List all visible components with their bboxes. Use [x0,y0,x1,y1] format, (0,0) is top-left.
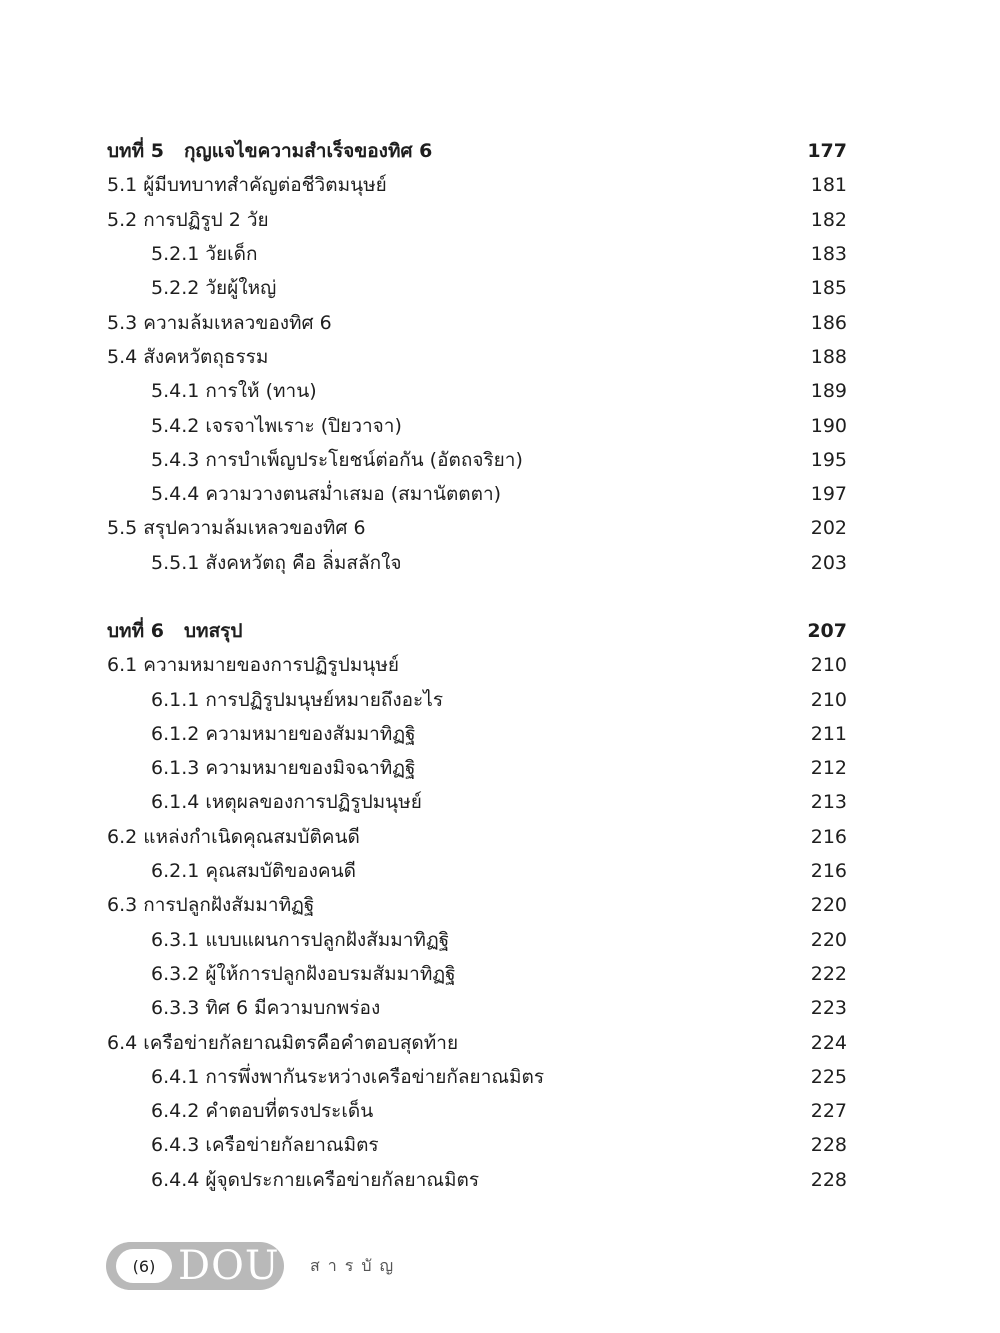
toc-entry-title: 5.3 ความล้มเหลวของทิศ 6 [107,311,332,334]
toc-entry-page: 220 [810,894,847,917]
toc-entry-page: 216 [810,825,847,848]
chapter-page: 207 [807,620,847,642]
toc-entry [107,1128,847,1162]
toc-entry-title: 6.2 แหล่งกำเนิดคุณสมบัติคนดี [107,825,360,848]
toc-entry-title: 5.4.4 ความวางตนสม่ำเสมอ (สมานัตตตา) [151,483,502,506]
toc-entry-page: 223 [810,997,847,1020]
toc-entry [107,237,847,271]
toc-entry [107,682,847,716]
toc-entry-page: 183 [810,243,847,266]
toc-entry-title: 6.3.2 ผู้ให้การปลูกฝังอบรมสัมมาทิฏฐิ [151,962,456,985]
toc-entry-page: 210 [810,688,847,711]
toc-entry [107,1025,847,1059]
toc-entry-title: 6.4.2 คำตอบที่ตรงประเด็น [151,1100,374,1123]
toc-entry-title: 5.5.1 สังคหวัตถุ คือ ลิ่มสลักใจ [151,551,402,574]
toc-entry [107,477,847,511]
toc-entry [107,374,847,408]
toc-entry-title: 6.1 ความหมายของการปฏิรูปมนุษย์ [107,654,399,677]
toc-entry-page: 181 [810,174,847,197]
toc-entry [107,888,847,922]
toc-entry-page: 212 [810,757,847,780]
toc-entry-title: 5.4.1 การให้ (ทาน) [151,380,317,403]
toc-entry-title: 6.3 การปลูกฝังสัมมาทิฏฐิ [107,894,315,917]
toc-entry-page: 228 [810,1134,847,1157]
toc-entry [107,854,847,888]
toc-entry-page: 189 [810,380,847,403]
toc-entry-page: 195 [810,448,847,471]
section-label: สารบัญ [310,1255,402,1275]
toc-entry-title: 5.4.2 เจรจาไพเราะ (ปิยวาจา) [151,414,402,437]
toc-entry [107,785,847,819]
toc-entry [107,271,847,305]
chapter-page: 177 [807,140,847,163]
toc-entry [107,168,847,202]
toc-entry [107,408,847,442]
toc-entry-title: 6.4.4 ผู้จุดประกายเครือข่ายกัลยาณมิตร [151,1168,480,1191]
chapter-heading [107,134,847,168]
toc-entry [107,546,847,580]
toc-entry-page: 210 [810,654,847,677]
toc-entry-page: 202 [810,517,847,540]
toc-entry [107,820,847,854]
toc-entry [107,717,847,751]
toc-entry [107,1163,847,1197]
chapter-heading [107,614,847,648]
toc-entry-page: 197 [810,483,847,506]
toc-entry [107,957,847,991]
dou-logo: DOU [178,1243,280,1289]
toc-entry-page: 228 [810,1168,847,1191]
toc-entry [107,443,847,477]
toc-entry-title: 5.5 สรุปความล้มเหลวของทิศ 6 [107,517,366,540]
toc-entry-page: 211 [810,722,847,745]
chapter-name: บทสรุป [184,620,243,642]
toc-entry-page: 225 [810,1065,847,1088]
toc-entry-title: 5.1 ผู้มีบทบาทสำคัญต่อชีวิตมนุษย์ [107,174,387,197]
chapter-label: บทที่ 6 [107,620,164,642]
toc-entry-title: 6.3.3 ทิศ 6 มีความบกพร่อง [151,997,381,1020]
toc-entry-page: 216 [810,860,847,883]
toc-entry [107,923,847,957]
toc-entry-page: 224 [810,1031,847,1054]
toc-entry [107,1094,847,1128]
toc-entry-title: 6.4.3 เครือข่ายกัลยาณมิตร [151,1134,379,1157]
toc-entry-page: 227 [810,1100,847,1123]
toc-entry [107,1060,847,1094]
toc-entry [107,991,847,1025]
toc-entry-title: 6.1.4 เหตุผลของการปฏิรูปมนุษย์ [151,791,422,814]
toc-entry-title: 6.4 เครือข่ายกัลยาณมิตรคือคำตอบสุดท้าย [107,1031,459,1054]
toc-entry-title: 5.4 สังคหวัตถุธรรม [107,345,269,368]
toc-entry-title: 6.3.1 แบบแผนการปลูกฝังสัมมาทิฏฐิ [151,928,450,951]
table-of-contents [107,134,847,1231]
toc-entry-title: 6.1.2 ความหมายของสัมมาทิฏฐิ [151,722,416,745]
toc-entry-page: 213 [810,791,847,814]
toc-entry-page: 190 [810,414,847,437]
toc-entry-page: 220 [810,928,847,951]
chapter-5 [107,134,847,580]
toc-entry-page: 186 [810,311,847,334]
toc-entry [107,751,847,785]
toc-entry [107,648,847,682]
chapter-title [107,616,242,646]
toc-entry-page: 222 [810,962,847,985]
toc-entry-page: 203 [810,551,847,574]
page-number: (6) [116,1249,172,1283]
toc-entry-title: 5.4.3 การบำเพ็ญประโยชน์ต่อกัน (อัตถจริยา) [151,448,523,471]
toc-entry-title: 5.2 การปฏิรูป 2 วัย [107,208,269,231]
toc-entry [107,340,847,374]
chapter-6 [107,614,847,1197]
toc-entry [107,305,847,339]
toc-entry-page: 188 [810,345,847,368]
page-footer [106,1242,401,1290]
toc-entry-title: 6.1.3 ความหมายของมิจฉาทิฏฐิ [151,757,416,780]
toc-entry-title: 5.2.2 วัยผู้ใหญ่ [151,277,277,300]
toc-entry-title: 5.2.1 วัยเด็ก [151,243,258,266]
toc-entry-page: 182 [810,208,847,231]
dou-badge [106,1242,284,1290]
toc-entry-title: 6.4.1 การพึ่งพากันระหว่างเครือข่ายกัลยาณมิตร [151,1065,545,1088]
toc-entry [107,511,847,545]
chapter-title [107,136,432,166]
toc-entry [107,203,847,237]
toc-entry-title: 6.2.1 คุณสมบัติของคนดี [151,860,356,883]
toc-entry-title: 6.1.1 การปฏิรูปมนุษย์หมายถึงอะไร [151,688,444,711]
chapter-label: บทที่ 5 [107,140,164,163]
toc-entry-page: 185 [810,277,847,300]
chapter-name: กุญแจไขความสำเร็จของทิศ 6 [184,140,433,163]
